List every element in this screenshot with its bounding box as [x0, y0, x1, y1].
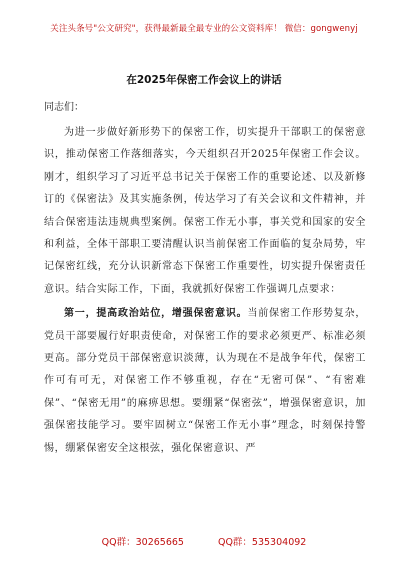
point-one-heading: 第一，提高政治站位，增强保密意识。: [64, 308, 248, 320]
promo-banner: 关注头条号"公文研究"，获得最新最全最专业的公文资料库！ 微信：gongwenyj: [50, 24, 358, 34]
qq-group-2: QQ群：535304092: [217, 537, 307, 548]
qq-group-1: QQ群：30265665: [101, 537, 184, 548]
paragraph-point-one: [44, 303, 366, 460]
point-one-text: 当前保密工作形势复杂，党员干部要履行好职责使命，对保密工作的要求必须更严、标准必须更高。部分党员干部保密意识淡薄，认为现在不是战争年代，保密工作可有可无，对保密工作不够重视，存在“无密可保”、“有密难保”、“保密无用”的麻痹思想。要绷紧“保密弦”，增强保密意识，加强保密技能学习。要牢固树立“保密工作无小事”理念，时刻保持警惕，绷紧保密安全这根弦，强化保密意识、严: [44, 308, 366, 454]
salutation: 同志们：: [44, 102, 84, 113]
document-title: 在2025年保密工作会议上的讲话: [126, 74, 282, 86]
footer-contact: [0, 534, 408, 548]
document-body: [44, 122, 366, 460]
paragraph-intro: 为进一步做好新形势下的保密工作，切实提升干部职工的保密意识，推动保密工作落细落实，今天组织召开2025年保密工作会议。刚才，组织学习了习近平总书记关于保密工作的重要论述、以及新修订的《保密法》及其实施条例，传达学习了有关会议和文件精神，并结合保密违法违规典型案例。保密工作无小事，事关党和国家的安全和利益，全体干部职工要清醒认识当前保密工作面临的复杂局势，牢记保密红线，充分认识新常态下保密工作重要性，切实提升保密责任意识。结合实际工作，下面，我就抓好保密工作强调几点要求：: [44, 127, 366, 295]
